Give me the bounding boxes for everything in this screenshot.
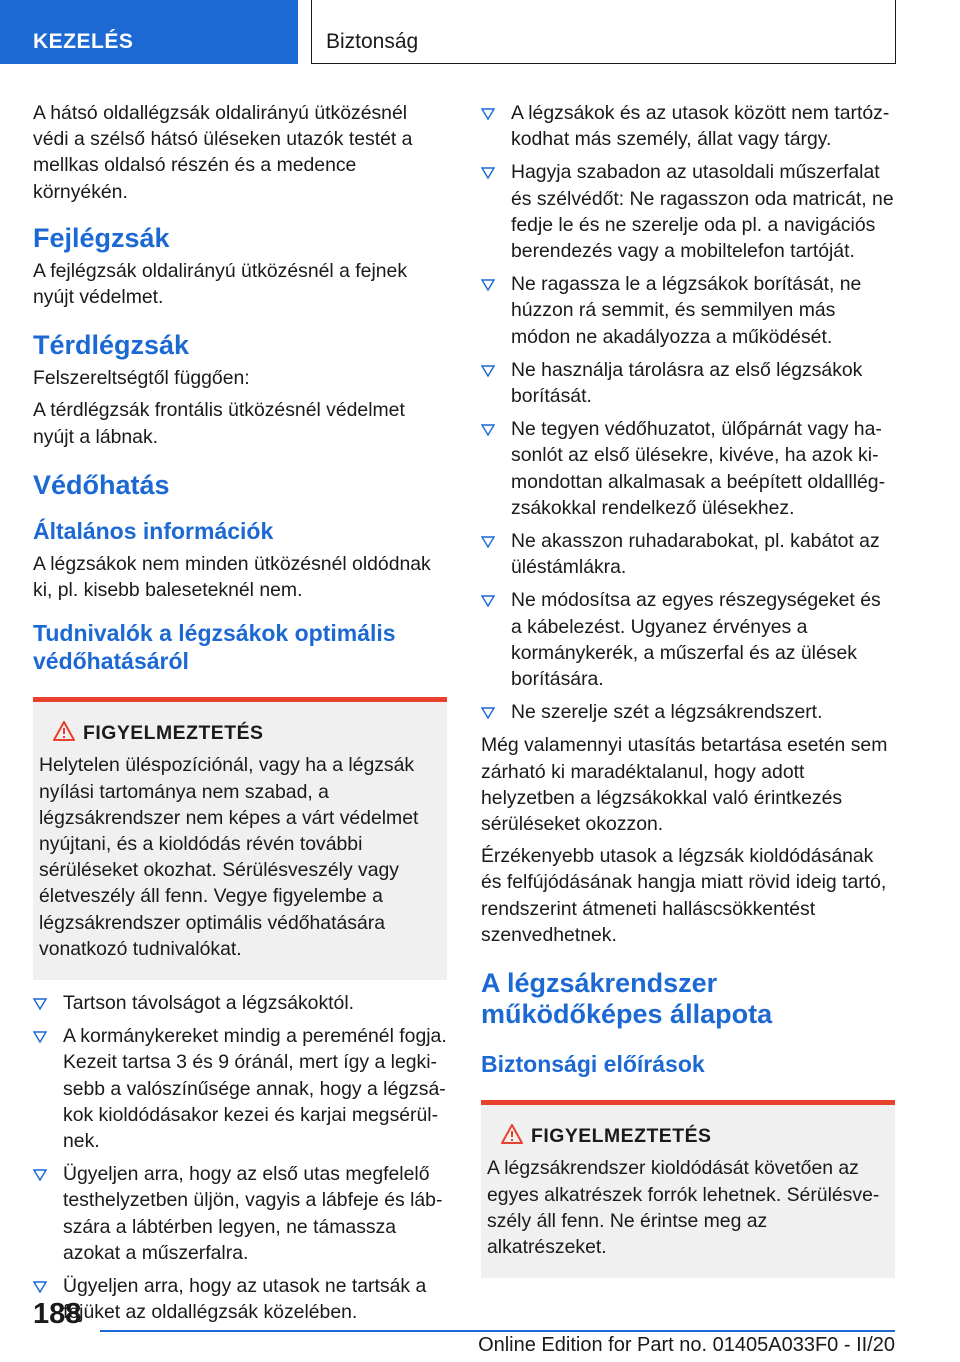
list-item: Ne ragassza le a légzsákok borítását, ne húzzon rá semmit, és semmilyen más módon ne akadályozza a működését.	[481, 271, 895, 350]
triangle-bullet-icon	[481, 535, 495, 549]
list-item: Ügyeljen arra, hogy az első utas megfelelő testhelyzetben üljön, vagyis a lábfeje és lábszára a lábtérben legyen, ne támassza azokat a műszerfalra.	[33, 1161, 447, 1266]
general-info-text: A légzsákok nem minden ütközésnél oldódnak ki, pl. kisebb baleseteknél nem.	[33, 552, 431, 602]
list-item: Ne módosítsa az egyes részegységeket és a kábelezést. Ugyanez érvényes a kormánykerék, a műszerfal és az ülések borítására.	[481, 587, 895, 692]
list-item: Ne akasszon ruhadarabokat, pl. kabátot az üléstámlákra.	[481, 528, 895, 580]
triangle-bullet-icon	[33, 1168, 47, 1182]
section-tab: KEZELÉS	[0, 0, 298, 64]
right-bullet-list	[481, 100, 895, 725]
triangle-bullet-icon	[481, 364, 495, 378]
knee-airbag-text: A térdlégzsák frontális ütközésnél védelmet nyújt a lábnak.	[33, 399, 405, 448]
footer-divider	[100, 1330, 895, 1332]
protection-heading: Védőhatás	[33, 469, 170, 500]
page-header	[0, 0, 960, 66]
chapter-title: Biztonság	[311, 0, 896, 64]
general-info-heading: Általános információk	[33, 517, 274, 544]
knee-airbag-equipment: Felszereltségtől függően:	[33, 367, 250, 390]
warning-title	[39, 720, 437, 746]
warning-box	[33, 697, 447, 980]
right-column	[481, 100, 895, 1288]
list-item: A légzsákok és az utasok között nem tartózkodhat más személy, állat vagy tárgy.	[481, 100, 895, 152]
list-item: Hagyja szabadon az utasoldali műszerfalat és szélvédőt: Ne ragasszon oda matricát, ne fedje le és ne szerelje oda pl. a navigációs berendezés vagy a mobiltelefon tartóját.	[481, 159, 895, 264]
triangle-bullet-icon	[481, 166, 495, 180]
warning-text: A légzsákrendszer kioldódását követően az egyes alkatrészek forrók lehetnek. Sérülésveszély áll fenn. Ne érintse meg az alkatrészeket.	[487, 1157, 880, 1258]
safety-rules-heading: Biztonsági előírások	[481, 1051, 705, 1078]
warning-triangle-icon	[487, 1124, 531, 1148]
triangle-bullet-icon	[481, 107, 495, 121]
head-airbag-heading: Fejlégzsák	[33, 222, 170, 253]
warning-triangle-icon	[39, 721, 83, 745]
triangle-bullet-icon	[33, 1280, 47, 1294]
head-airbag-text: A fejlégzsák oldalirányú ütközésnél a fejnek nyújt védelmet.	[33, 259, 408, 309]
triangle-bullet-icon	[33, 1030, 47, 1044]
warning-text: Helytelen üléspozíciónál, vagy ha a légzsák nyílási tartománya nem szabad, a légzsákrendszer nem képes a várt védelmet nyújtani, és a kioldódás révén további sérüléseket okozhat. Sérülésveszély vagy életveszély áll fenn. Vegye figyelembe a légzsákrendszer optimális védőhatására vonatkozó tudnivalókat.	[39, 754, 419, 960]
limitation-paragraph: Még valamennyi utasítás betartása esetén sem zárható ki maradéktalanul, hogy adott helyzetben a légzsákokkal való érintkezés sérüléseket okozzon.	[481, 734, 888, 836]
triangle-bullet-icon	[481, 278, 495, 292]
edition-label: Online Edition for Part no. 01405A033F0 - II/20	[478, 1334, 895, 1356]
optimal-protection-heading: Tudnivalók a légzsákok optimális védőhatásáról	[33, 620, 396, 675]
operational-state-heading: A légzsákrendszer működőképes állapota	[481, 968, 773, 1030]
triangle-bullet-icon	[481, 423, 495, 437]
left-bullet-list	[33, 990, 447, 1325]
triangle-bullet-icon	[33, 997, 47, 1011]
list-item: Ne tegyen védőhuzatot, ülőpárnát vagy hasonlót az első ülésekre, kivéve, ha azok kimondottan alkalmasak a beépített oldalllégzsákokkal rendelkező ülésekhez.	[481, 416, 895, 521]
hearing-paragraph: Érzékenyebb utasok a légzsák kioldódásának és felfújódásának hangja miatt rövid ideig tartó, rendszerint átmeneti halláscsökkentést szenvedhetnek.	[481, 845, 887, 946]
list-item: Ügyeljen arra, hogy az utasok ne tartsák a fejüket az oldallégzsák közelében.	[33, 1273, 447, 1325]
list-item: Ne használja tárolásra az első légzsákok borítását.	[481, 357, 895, 409]
warning-title-text: FIGYELMEZTETÉS	[531, 1125, 712, 1148]
list-item: A kormánykereket mindig a pereménél fogja. Kezeit tartsa 3 és 9 óránál, mert így a legkisebb a valószínűsége annak, hogy a légzsákok kioldódásakor kezei és karjai megsérülnek.	[33, 1023, 447, 1154]
warning-box	[481, 1100, 895, 1278]
intro-paragraph: A hátsó oldallégzsák oldalirányú ütközésnél védi a szélső hátsó üléseken utazók testét a mellkas oldalsó részén és a medence környékén.	[33, 102, 413, 203]
triangle-bullet-icon	[481, 706, 495, 720]
warning-title	[487, 1123, 885, 1149]
triangle-bullet-icon	[481, 594, 495, 608]
list-item: Ne szerelje szét a légzsákrendszert.	[481, 699, 895, 725]
warning-title-text: FIGYELMEZTETÉS	[83, 722, 264, 745]
knee-airbag-heading: Térdlégzsák	[33, 330, 190, 361]
page-number: 188	[33, 1298, 82, 1330]
list-item: Tartson távolságot a légzsákoktól.	[33, 990, 447, 1016]
left-column	[33, 100, 447, 1333]
